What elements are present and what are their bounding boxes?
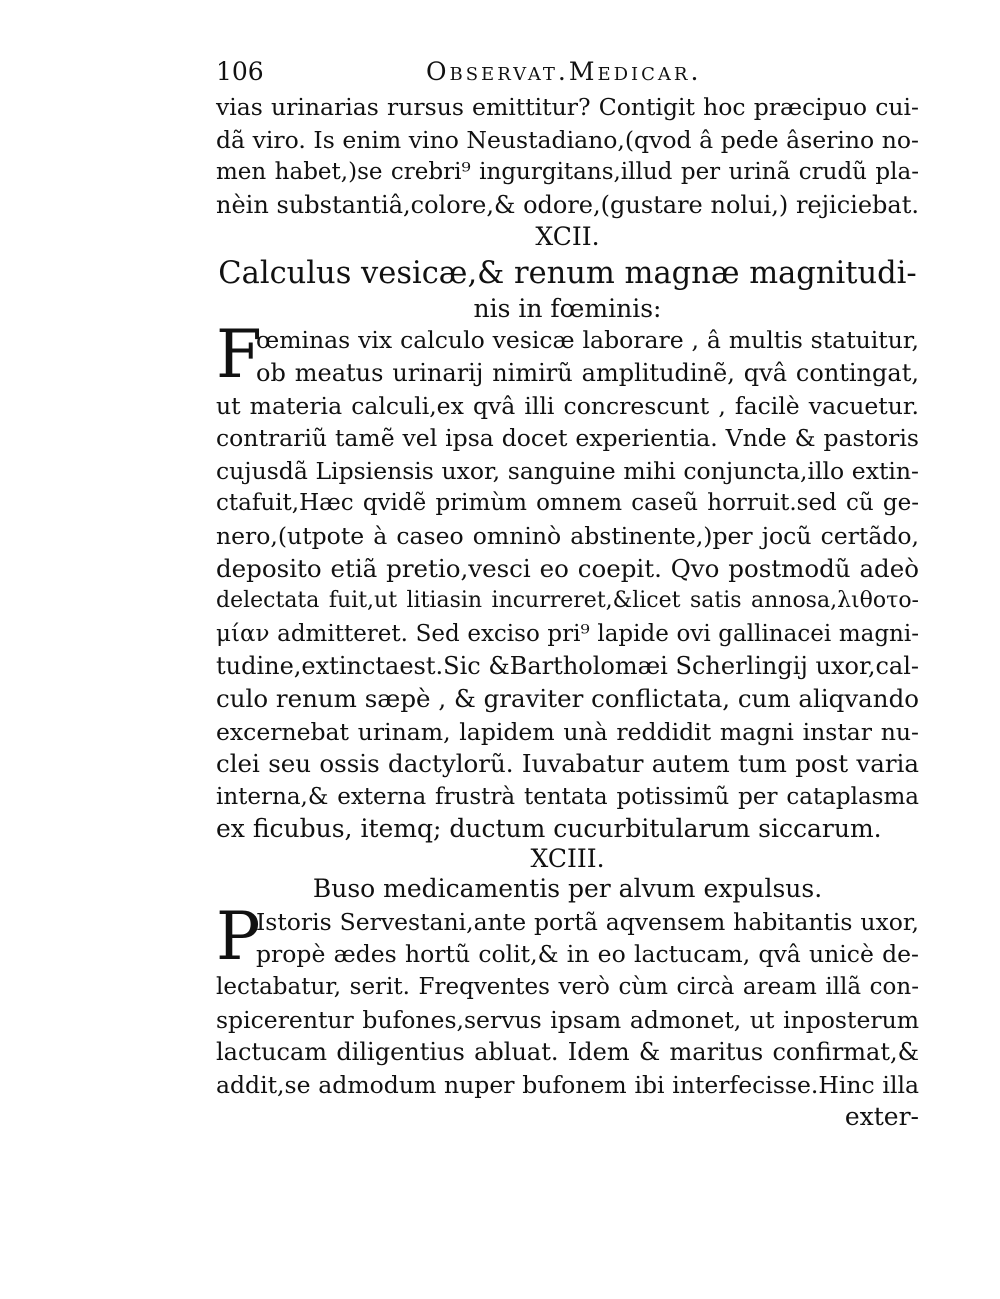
section-number-92: XCII. <box>535 222 600 252</box>
text-line: nèin substantiâ,colore,& odore,(gustare nolui,) rejiciebat. <box>216 190 919 219</box>
text-line: vias urinarias rursus emittitur? Contigit hoc præcipuo cui- <box>216 93 919 121</box>
catchword: exter- <box>844 1102 919 1132</box>
text-line: ob meatus urinarij nimirũ amplitudinẽ, qvâ contingat, <box>256 358 919 387</box>
text-line: addit,se admodum nuper bufonem ibi interfecisse.Hinc illa <box>216 1070 919 1099</box>
section-number-93: XCIII. <box>530 843 605 873</box>
text-line: ctafuit,Hæc qvidẽ primùm omnem caseũ horruit.sed cũ ge- <box>216 490 919 517</box>
section-title-93: Buso medicamentis per alvum expulsus. <box>312 873 823 903</box>
section-title-92: Calculus vesicæ,& renum magnæ magnitudi- <box>218 256 917 292</box>
text-line: œminas vix calculo vesicæ laborare , â multis statuitur, <box>256 326 919 355</box>
text-line: spicerentur bufones,servus ipsam admonet, ut inposterum <box>216 1005 919 1034</box>
paragraph-93 <box>216 897 919 1102</box>
text-line: nero,(utpote à caseo omninò abstinente,)per jocũ certãdo, <box>216 521 919 550</box>
text-line: culo renum sæpè , & graviter conflictata, cum aliqvando <box>216 683 919 713</box>
text-line: excernebat urinam, lapidem unà reddidit magni instar nu- <box>216 717 919 746</box>
body-text <box>216 91 919 1134</box>
text-line: ut materia calculi,ex qvâ illi concrescunt , facilè vacuetur. <box>216 391 919 420</box>
paragraph-92 <box>216 316 919 846</box>
text-line: men habet,)se crebri⁹ ingurgitans,illud per urinã crudũ pla- <box>216 159 919 186</box>
text-line: cujusdã Lipsiensis uxor, sanguine mihi conjuncta,illo extin- <box>216 456 919 485</box>
text-line: dã viro. Is enim vino Neustadiano,(qvod â pede âserino no- <box>216 125 919 154</box>
text-line: Istoris Servestani,ante portã aqvensem habitantis uxor, <box>256 907 919 936</box>
text-line: propè ædes hortũ colit,& in eo lactucam, qvâ unicè de- <box>256 940 919 969</box>
text-line: interna,& externa frustrà tentata potissimũ per cataplasma <box>216 783 919 810</box>
page-header <box>216 52 916 92</box>
text-line: lectabatur, serit. Freqventes verò cùm circà aream illã con- <box>216 974 919 1001</box>
section-title-92-cont: nis in fœminis: <box>473 294 662 324</box>
text-line: tudine,extinctaest.Sic &Bartholomæi Scherlingij uxor,cal- <box>216 652 919 681</box>
text-line: lactucam diligentius abluat. Idem & maritus confirmat,& <box>216 1038 919 1067</box>
drop-cap: F <box>216 316 262 394</box>
text-line: deposito etiã pretio,vesci eo coepit. Qvo postmodũ adeò <box>216 553 919 583</box>
text-line: contrariũ tamẽ vel ipsa docet experientia. Vnde & pastoris <box>216 424 919 453</box>
text-line: delectata fuit,ut litiasin incurreret,&licet satis annosa,λιθοτο- <box>216 588 919 614</box>
drop-cap: P <box>216 897 261 975</box>
running-head: Observat.Medicar. <box>426 57 702 86</box>
page-number: 106 <box>216 57 264 86</box>
text-line: ex ficubus, itemq; ductum cucurbitularum siccarum. <box>216 814 882 844</box>
text-line: clei seu ossis dactylorũ. Iuvabatur autem tum post varia <box>216 749 919 779</box>
text-line: μίαν admitteret. Sed exciso pri⁹ lapide ovi gallinacei magni- <box>216 620 919 647</box>
